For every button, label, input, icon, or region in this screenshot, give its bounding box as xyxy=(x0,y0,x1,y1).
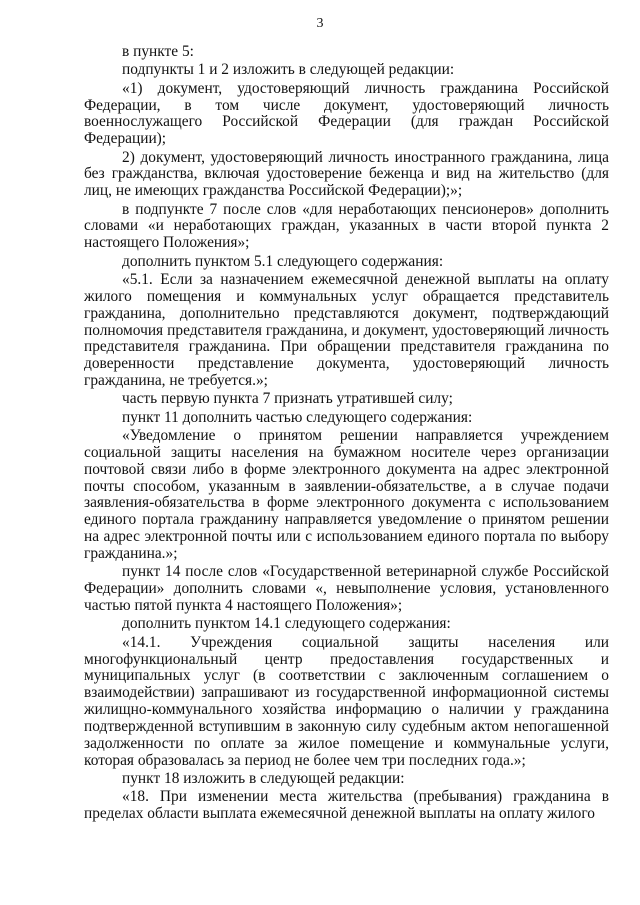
paragraph-subitem-1: «1) документ, удостоверяющий личность гражданина Российской Федерации, в том числе документ, удостоверяющий личность военнослужащего Российской Федерации (для граждан Российской Федерации); xyxy=(84,79,609,148)
paragraph-item-7-repeal: часть первую пункта 7 признать утратившей силу; xyxy=(122,390,453,408)
paragraph-item-18-intro: пункт 18 изложить в следующей редакции: xyxy=(122,769,405,787)
paragraph-subitem-7: в подпункте 7 после слов «для неработающих пенсионеров» дополнить словами «и неработающих граждан, указанных в части второй пункта 2 настоящего Положения»; xyxy=(84,200,609,252)
paragraph-item-5-header: в пункте 5: xyxy=(122,43,194,60)
paragraph-item-14-1: «14.1. Учреждения социальной защиты населения или многофункциональный центр предоставления государственных и муниципальных услуг (в соответствии с заключенным соглашением о взаимодействии) запрашивают из государственной информационной системы жилищно-коммунального хозяйства информацию о наличии у гражданина подтвержденной вступившим в законную силу судебным актом непогашенной задолженности по оплате за жилое помещение и коммунальные услуги, которая образовалась за период не более чем три последних года.»; xyxy=(84,633,609,769)
paragraph-item-5-1: «5.1. Если за назначением ежемесячной денежной выплаты на оплату жилого помещения и коммунальных услуг обращается представитель гражданина, дополнительно представляются документ, подтверждающий полномочия представителя гражданина, и документ, удостоверяющий личность представителя гражданина. При обращении представителя гражданина по доверенности представление документа, удостоверяющий личность гражданина, не требуется.»; xyxy=(84,270,609,390)
paragraph-item-18: «18. При изменении места жительства (пребывания) гражданина в пределах области выплата ежемесячной денежной выплаты на оплату жилого xyxy=(84,788,609,823)
paragraph-add-5-1-intro: дополнить пунктом 5.1 следующего содержания: xyxy=(122,252,444,270)
paragraph-item-14: пункт 14 после слов «Государственной ветеринарной службе Российской Федерации» дополнить словами «, невыполнение условия, установленного частью пятой пункта 4 настоящего Положения»; xyxy=(84,563,609,614)
paragraph-add-14-1-intro: дополнить пунктом 14.1 следующего содержания: xyxy=(122,615,451,633)
paragraph-subitems-1-2-intro: подпункты 1 и 2 изложить в следующей редакции: xyxy=(122,61,455,79)
paragraph-item-11-notice: «Уведомление о принятом решении направляется учреждением социальной защиты населения на бумажном носителе через организации почтовой связи либо в форме электронного документа на адрес электронной почты способом, указанным в заявлении-обязательстве, а в случае подачи заявления-обязательства в форме электронного документа с использованием единого портала гражданину направляется уведомление о принятом решении на адрес электронной почты или с использованием единого портала по выбору гражданина.»; xyxy=(84,427,609,562)
page-number: 3 xyxy=(316,16,324,31)
paragraph-subitem-2: 2) документ, удостоверяющий личность иностранного гражданина, лица без гражданства, включая удостоверение беженца и вид на жительство (для лиц, не имеющих гражданства Российской Федерации);»; xyxy=(84,148,609,200)
paragraph-item-11-intro: пункт 11 дополнить частью следующего содержания: xyxy=(122,408,473,426)
document-body xyxy=(84,44,609,824)
